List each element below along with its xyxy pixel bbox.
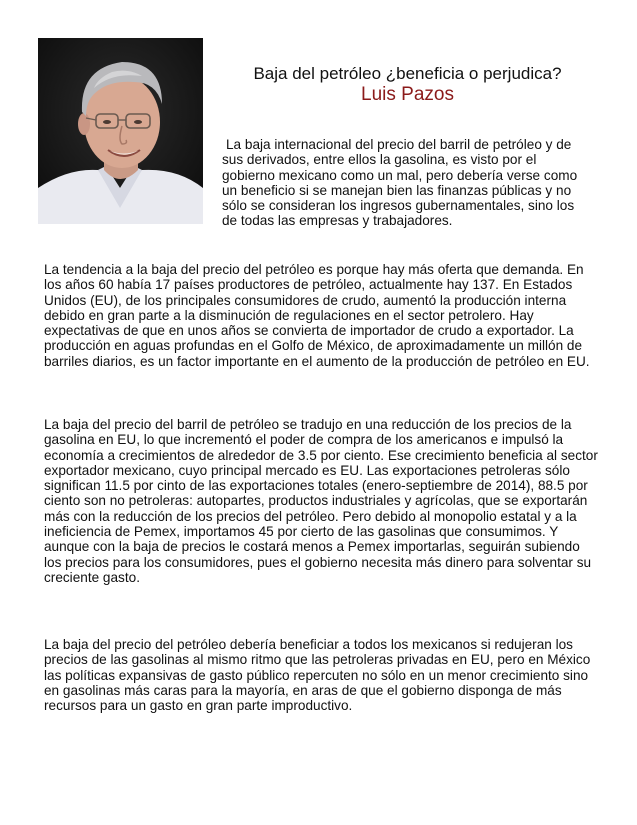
body-paragraph-3: La baja del precio del petróleo debería beneficiar a todos los mexicanos si redujeran los precios de las gasolinas al mismo ritmo que las petroleras privadas en EU, pero en México las políticas expansivas de gasto público repercuten no sólo en un menor crecimiento sino en gasolinas más caras para la mayoría, en aras de que el gobierno disponga de más recursos para un gasto en gran parte improductivo. [44,637,591,714]
article-title: Baja del petróleo ¿beneficia o perjudica? [253,64,562,83]
title-block [205,64,610,106]
body-paragraph-2: La baja del precio del barril de petróleo se tradujo en una reducción de los precios de la gasolina en EU, lo que incrementó el poder de compra de los americanos e impulsó la economía a crecimientos de alrededor de 3.5 por ciento. Ese crecimiento beneficia al sector exportador mexicano, cuyo principal mercado es EU. Las exportaciones petroleras sólo significan 11.5 por cinto de las exportaciones totales (enero-septiembre de 2014), 88.5 por ciento son no petroleras: autopartes, productos industriales y agrícolas, que se exportarán más con la reducción de los precios del petróleo. Pero debido al monopolio estatal y a la ineficiencia de Pemex, importamos 45 por cierto de las gasolinas que consumimos. Y aunque con la baja de precios le costará menos a Pemex importarlas, seguirán subiendo los precios para los consumidores, pues el gobierno necesita más dinero para solventar su creciente gasto. [44,417,598,585]
intro-paragraph: La baja internacional del precio del barril de petróleo y de sus derivados, entre ellos la gasolina, es visto por el gobierno mexicano como un mal, pero debería verse como un beneficio si se manejan bien las finanzas públicas y no sólo se consideran los ingresos gubernamentales, sino los de todas las empresas y trabajadores. [222,137,578,229]
body-paragraph-1: La tendencia a la baja del precio del petróleo es porque hay más oferta que demanda. En los años 60 había 17 países productores de petróleo, actualmente hay 137. En Estados Unidos (EU), de los principales consumidores de crudo, aumentó la producción interna debido en gran parte a la disminución de regulaciones en el sector petrolero. Hay expectativas de que en unos años se convierta de importador de crudo a exportador. La producción en aguas profundas en el Golfo de México, de aproximadamente un millón de barriles diarios, es un factor importante en el aumento de la producción de petróleo en EU. [44,262,590,369]
author-photo [38,38,203,224]
author-name: Luis Pazos [361,84,454,105]
